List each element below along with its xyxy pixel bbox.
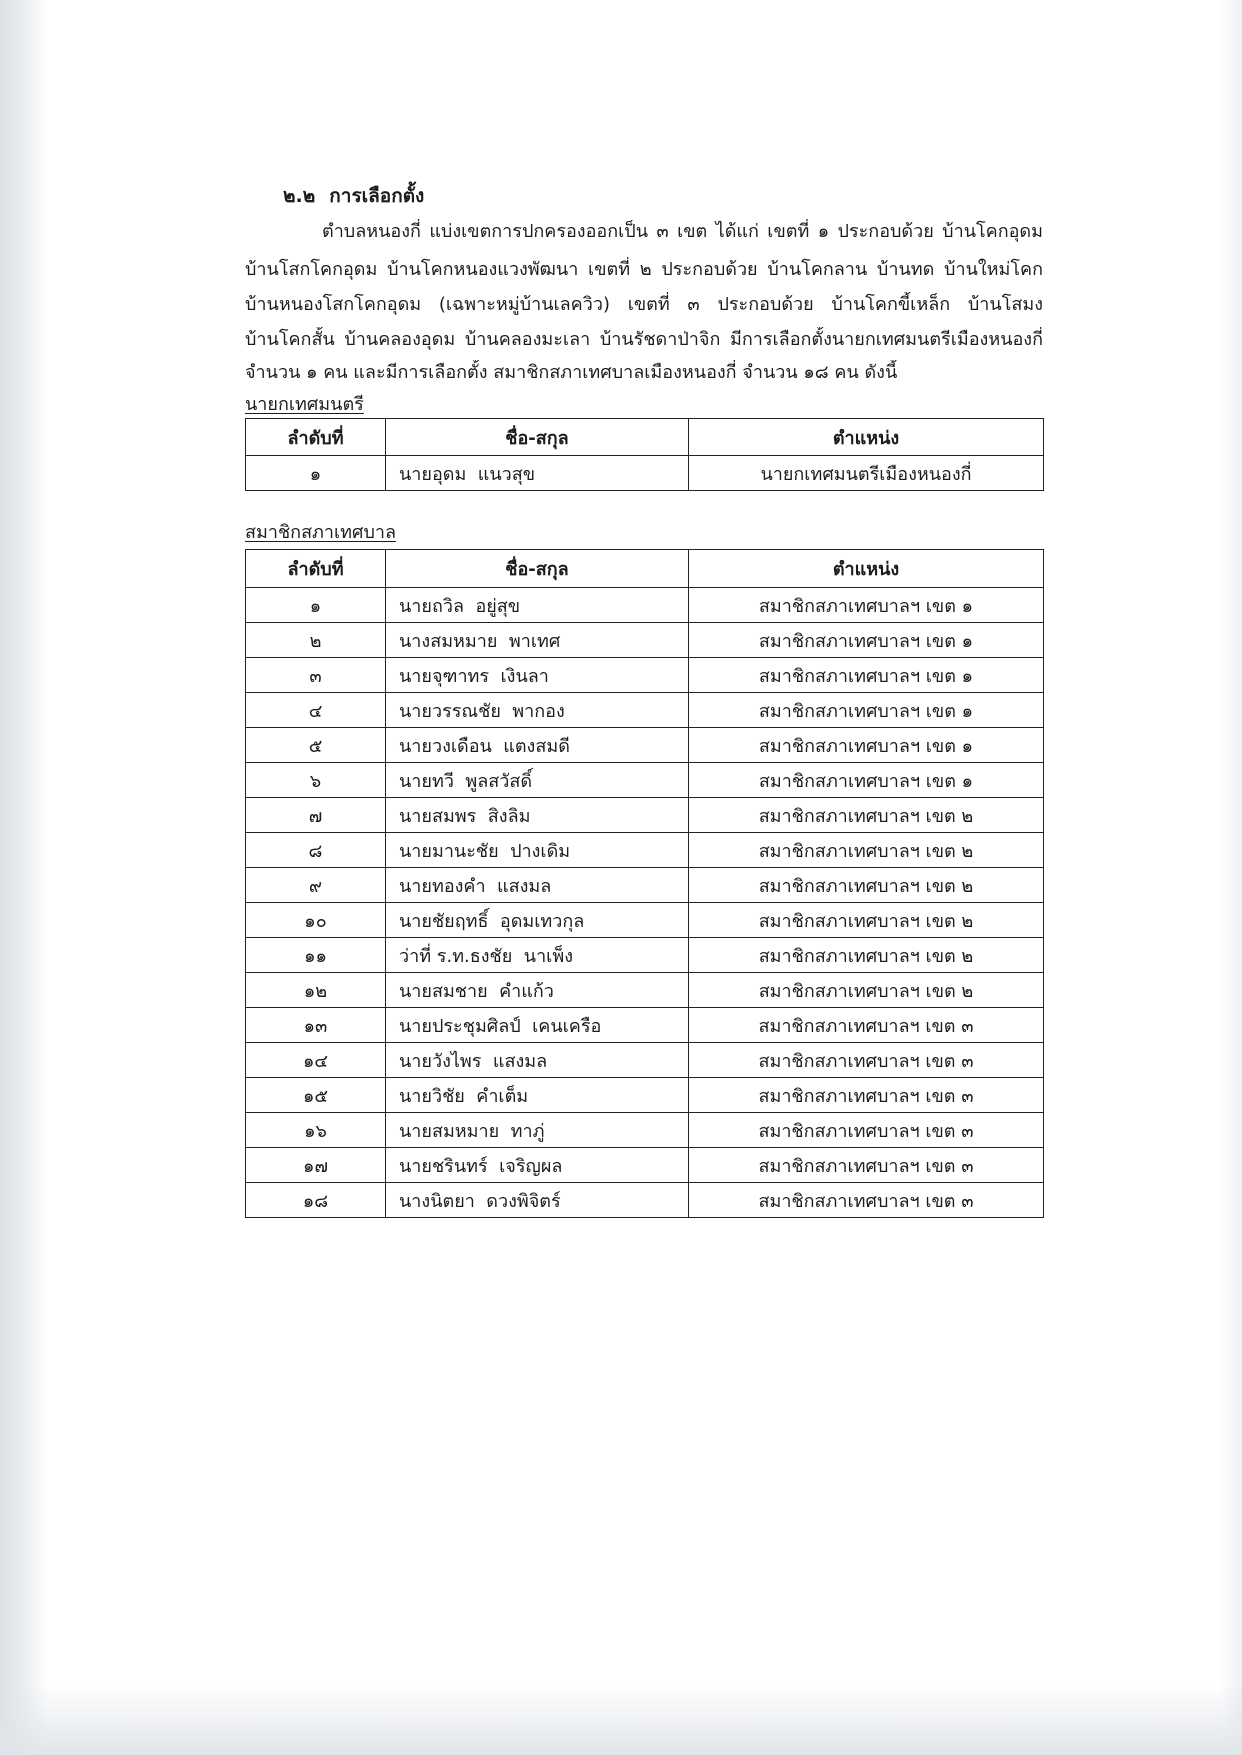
column-header-position: ตำแหน่ง <box>689 419 1044 456</box>
member-position: สมาชิกสภาเทศบาลฯ เขต ๑ <box>689 623 1044 658</box>
member-position: สมาชิกสภาเทศบาลฯ เขต ๓ <box>689 1008 1044 1043</box>
table-row <box>246 1078 1044 1113</box>
section-number: ๒.๒ <box>283 185 316 207</box>
table-row <box>246 623 1044 658</box>
member-name: นางนิตยา ดวงพิจิตร์ <box>386 1183 689 1218</box>
paragraph-line: บ้านโสกโคกอุดม บ้านโคกหนองแวงพัฒนา เขตที่ ๒ ประกอบด้วย บ้านโคกลาน บ้านทด บ้านใหม่โคก <box>245 259 1043 280</box>
member-name: นายวรรณชัย พากอง <box>386 693 689 728</box>
table-row <box>246 658 1044 693</box>
member-position: สมาชิกสภาเทศบาลฯ เขต ๓ <box>689 1148 1044 1183</box>
section-heading <box>283 182 424 210</box>
table-row <box>246 456 1044 491</box>
member-position: สมาชิกสภาเทศบาลฯ เขต ๒ <box>689 973 1044 1008</box>
row-number: ๑ <box>246 456 386 491</box>
table-row <box>246 1043 1044 1078</box>
column-header-name: ชื่อ-สกุล <box>386 550 689 588</box>
column-header-name: ชื่อ-สกุล <box>386 419 689 456</box>
table-row <box>246 868 1044 903</box>
council-table <box>245 549 1044 1218</box>
row-number: ๗ <box>246 798 386 833</box>
member-name: นายมานะชัย ปางเดิม <box>386 833 689 868</box>
table-row <box>246 763 1044 798</box>
member-name: นายสมพร สิงลิม <box>386 798 689 833</box>
row-number: ๑๓ <box>246 1008 386 1043</box>
member-name: นายทวี พูลสวัสดิ์ <box>386 763 689 798</box>
member-position: สมาชิกสภาเทศบาลฯ เขต ๓ <box>689 1183 1044 1218</box>
row-number: ๑๘ <box>246 1183 386 1218</box>
row-number: ๑๒ <box>246 973 386 1008</box>
member-position: สมาชิกสภาเทศบาลฯ เขต ๓ <box>689 1113 1044 1148</box>
row-number: ๖ <box>246 763 386 798</box>
member-position: สมาชิกสภาเทศบาลฯ เขต ๒ <box>689 938 1044 973</box>
row-number: ๒ <box>246 623 386 658</box>
member-name: นายจุฑาทร เงินลา <box>386 658 689 693</box>
paragraph-line: จำนวน ๑ คน และมีการเลือกตั้ง สมาชิกสภาเทศบาลเมืองหนองกี่ จำนวน ๑๘ คน ดังนี้ <box>245 362 898 383</box>
member-position: สมาชิกสภาเทศบาลฯ เขต ๑ <box>689 658 1044 693</box>
table-row <box>246 1148 1044 1183</box>
member-name: นายประชุมศิลป์ เคนเครือ <box>386 1008 689 1043</box>
scan-edge-right <box>1220 0 1242 1755</box>
member-name: นายถวิล อยู่สุข <box>386 588 689 623</box>
row-number: ๑๕ <box>246 1078 386 1113</box>
row-number: ๑๗ <box>246 1148 386 1183</box>
table-row <box>246 903 1044 938</box>
table-row <box>246 973 1044 1008</box>
member-position: สมาชิกสภาเทศบาลฯ เขต ๓ <box>689 1078 1044 1113</box>
paragraph-line: บ้านโคกสั้น บ้านคลองอุดม บ้านคลองมะเลา บ้านรัชดาป่าจิก มีการเลือกตั้งนายกเทศมนตรีเมืองหนองกี่ <box>245 329 1043 350</box>
table-header-row <box>246 550 1044 588</box>
mayor-heading: นายกเทศมนตรี <box>245 394 364 415</box>
member-name: นายชรินทร์ เจริญผล <box>386 1148 689 1183</box>
row-number: ๔ <box>246 693 386 728</box>
table-row <box>246 693 1044 728</box>
member-position: สมาชิกสภาเทศบาลฯ เขต ๑ <box>689 763 1044 798</box>
member-position: สมาชิกสภาเทศบาลฯ เขต ๑ <box>689 588 1044 623</box>
member-position: สมาชิกสภาเทศบาลฯ เขต ๒ <box>689 798 1044 833</box>
table-row <box>246 833 1044 868</box>
member-name: นายวิชัย คำเต็ม <box>386 1078 689 1113</box>
member-position: สมาชิกสภาเทศบาลฯ เขต ๒ <box>689 903 1044 938</box>
row-number: ๕ <box>246 728 386 763</box>
table-row <box>246 1008 1044 1043</box>
member-name: นายสมหมาย ทาภู่ <box>386 1113 689 1148</box>
member-name: ว่าที่ ร.ท.ธงชัย นาเพ็ง <box>386 938 689 973</box>
table-row <box>246 798 1044 833</box>
column-header-number: ลำดับที่ <box>246 419 386 456</box>
table-header-row <box>246 419 1044 456</box>
row-number: ๓ <box>246 658 386 693</box>
paragraph-line: บ้านหนองโสกโคกอุดม (เฉพาะหมู่บ้านเลควิว) เขตที่ ๓ ประกอบด้วย บ้านโคกขี้เหล็ก บ้านโสมง <box>245 294 1043 315</box>
row-number: ๑๐ <box>246 903 386 938</box>
row-number: ๘ <box>246 833 386 868</box>
column-header-number: ลำดับที่ <box>246 550 386 588</box>
member-position: นายกเทศมนตรีเมืองหนองกี่ <box>689 456 1044 491</box>
row-number: ๑ <box>246 588 386 623</box>
member-name: นายทองคำ แสงมล <box>386 868 689 903</box>
member-position: สมาชิกสภาเทศบาลฯ เขต ๓ <box>689 1043 1044 1078</box>
row-number: ๑๔ <box>246 1043 386 1078</box>
member-position: สมาชิกสภาเทศบาลฯ เขต ๑ <box>689 728 1044 763</box>
column-header-position: ตำแหน่ง <box>689 550 1044 588</box>
mayor-table <box>245 418 1044 491</box>
row-number: ๑๑ <box>246 938 386 973</box>
member-name: นายวังไพร แสงมล <box>386 1043 689 1078</box>
table-row <box>246 588 1044 623</box>
member-position: สมาชิกสภาเทศบาลฯ เขต ๒ <box>689 868 1044 903</box>
table-row <box>246 938 1044 973</box>
scan-edge-left <box>0 0 48 1755</box>
member-name: นายอุดม แนวสุข <box>386 456 689 491</box>
member-name: นายชัยฤทธิ์ อุดมเทวกุล <box>386 903 689 938</box>
member-name: นายสมชาย คำแก้ว <box>386 973 689 1008</box>
row-number: ๙ <box>246 868 386 903</box>
table-row <box>246 1113 1044 1148</box>
section-title: การเลือกตั้ง <box>329 185 425 207</box>
member-position: สมาชิกสภาเทศบาลฯ เขต ๑ <box>689 693 1044 728</box>
member-name: นายวงเดือน แตงสมดี <box>386 728 689 763</box>
table-row <box>246 728 1044 763</box>
member-position: สมาชิกสภาเทศบาลฯ เขต ๒ <box>689 833 1044 868</box>
row-number: ๑๖ <box>246 1113 386 1148</box>
council-heading: สมาชิกสภาเทศบาล <box>245 522 397 543</box>
member-name: นางสมหมาย พาเทศ <box>386 623 689 658</box>
paragraph-line: ตำบลหนองกี่ แบ่งเขตการปกครองออกเป็น ๓ เขต ได้แก่ เขตที่ ๑ ประกอบด้วย บ้านโคกอุดม <box>322 221 1043 242</box>
table-row <box>246 1183 1044 1218</box>
scan-edge-bottom <box>0 1683 1242 1755</box>
